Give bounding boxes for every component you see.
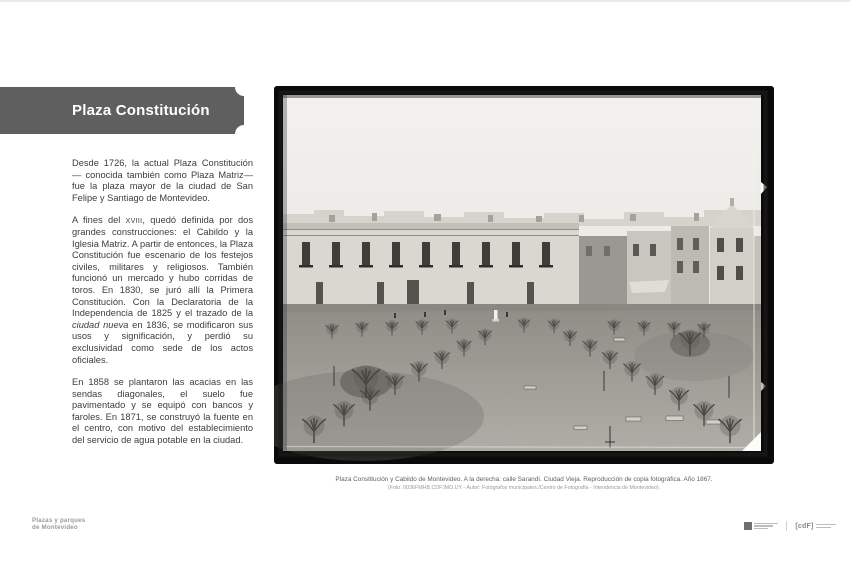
footer-series-title bbox=[32, 517, 85, 532]
paragraph-1: Desde 1726, la actual Plaza Constitución — conocida también como Plaza Matriz— fue la plaza mayor de la ciudad de San Felipe y Santiago de Montevideo. bbox=[72, 158, 253, 203]
paragraph-2-smallcaps: xviii bbox=[125, 215, 143, 226]
footer-series-line2: de Montevideo bbox=[32, 524, 78, 532]
cdf-logo-icon: [cdF] bbox=[795, 522, 814, 530]
intendencia-logo bbox=[744, 522, 779, 530]
cdf-logo-text-lines bbox=[816, 524, 836, 528]
page-top-edge bbox=[0, 0, 850, 2]
paragraph-2 bbox=[72, 215, 253, 366]
paragraph-2-part2: , quedó definida por dos grandes construcciones: el Cabildo y la Iglesia Matriz. A partir de entonces, la Plaza Constitución fue escenario de los festejos civiles, militares y religiosos. También funcionó un mercado y hubo corridas de toros. En 1830, se juró allí la Primera Constitución. Con la Declaratoria de la Independencia de 1825 y el trazado de la bbox=[72, 215, 253, 319]
photo-caption-block bbox=[274, 476, 774, 492]
paragraph-3: En 1858 se plantaron las acacias en las sendas diagonales, el suelo fue pavimentado y se equipó con bancos y faroles. En 1871, se construyó la fuente en el centro, con motivo del establecimiento del servicio de agua potable en la ciudad. bbox=[72, 377, 253, 446]
historic-photo-image bbox=[274, 86, 774, 464]
title-ribbon bbox=[0, 87, 244, 134]
page-title: Plaza Constitución bbox=[72, 102, 210, 119]
paragraph-2-italic: ciudad nueva bbox=[72, 319, 129, 330]
historic-photo bbox=[274, 86, 774, 464]
footer-series-line1: Plazas y parques bbox=[32, 517, 86, 524]
photo-caption: Plaza Constitución y Cabildo de Montevideo. A la derecha: calle Sarandí. Ciudad Vieja. Reproducción de copia fotográfica. Año 1867. bbox=[335, 476, 713, 483]
article-text bbox=[72, 158, 253, 458]
intendencia-logo-text-lines bbox=[754, 523, 778, 530]
photo-credit: (Foto: 0036FMHB.CDF.IMO.UY - Autor: Fotógrafos municipales./Centro de Fotografía - Intendencia de Montevideo). bbox=[387, 485, 661, 491]
logo-divider bbox=[786, 521, 787, 531]
footer-logos bbox=[744, 519, 836, 533]
paragraph-2-part3: en 1836, se modificaron sus usos y significación, y perdió su exclusividad como sede de los actos oficiales. bbox=[72, 319, 253, 365]
paragraph-2-part1: A fines del bbox=[72, 215, 126, 226]
intendencia-logo-icon bbox=[744, 522, 752, 530]
cdf-logo bbox=[795, 523, 836, 530]
